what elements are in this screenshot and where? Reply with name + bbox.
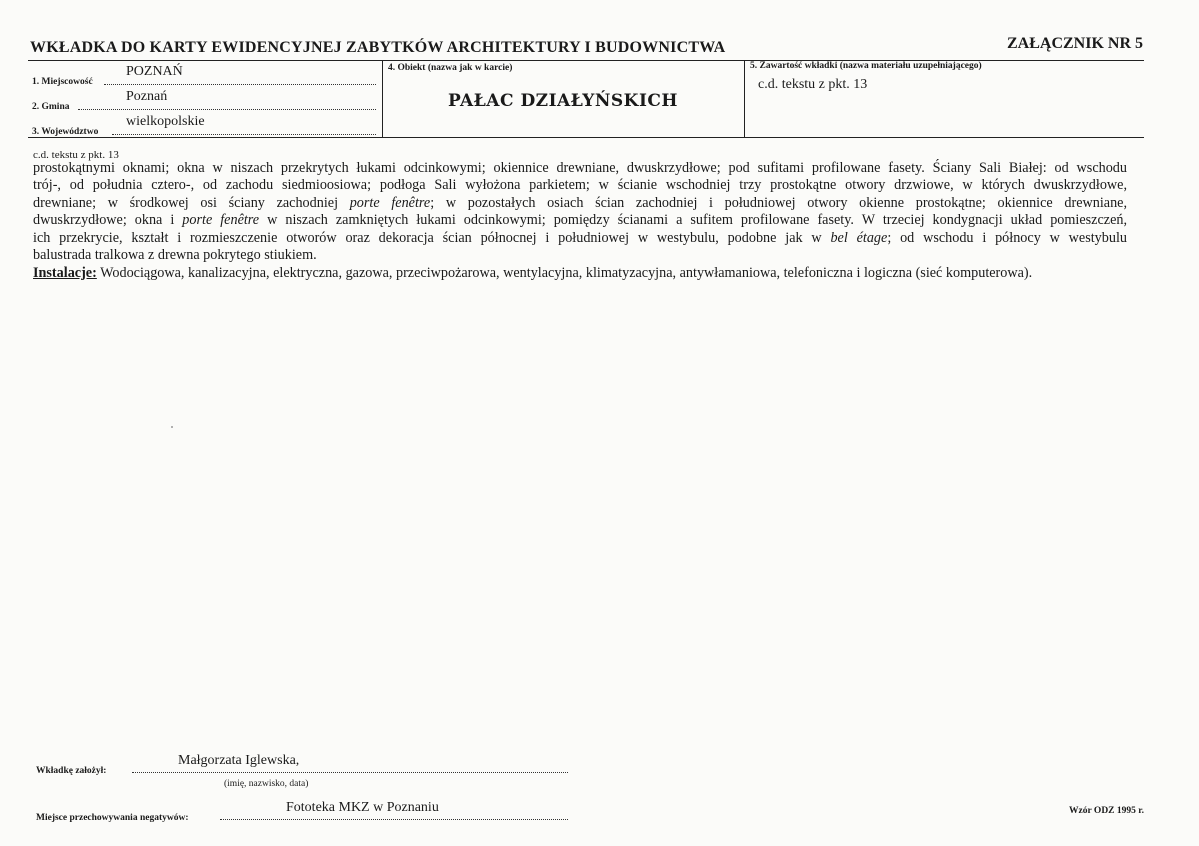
- voivodeship-value: wielkopolskie: [126, 114, 205, 129]
- text-segment: dwuskrzydłowe; okna i: [33, 212, 175, 229]
- scan-speck: [171, 426, 173, 428]
- text-segment: ; w pozostałych osiach ścian zachodniej i południowej otwory okienne prostokątne; okiennice drewniane,: [430, 194, 1128, 211]
- text-segment: ich przekrycie, kształt i rozmieszczenie otworów oraz dekoracja ścian północnej i południowej w westybulu, podobne jak w: [33, 229, 822, 246]
- storage-field: [36, 800, 568, 823]
- dotted-line: [104, 84, 376, 85]
- column-divider: [744, 61, 745, 137]
- dotted-line: [112, 134, 376, 135]
- author-caption: (imię, nazwisko, data): [224, 779, 309, 789]
- form-title: WKŁADKA DO KARTY EWIDENCYJNEJ ZABYTKÓW ARCHITEKTURY I BUDOWNICTWA: [30, 39, 726, 56]
- insert-contents-value: c.d. tekstu z pkt. 13: [758, 77, 868, 92]
- form-model-number: Wzór ODZ 1995 r.: [1069, 806, 1144, 816]
- installations-line: [33, 265, 1143, 282]
- text-line: prostokątnymi oknami; okna w niszach przekrytych łukami odcinkowymi; okiennice drewniane, dwuskrzydłowe; pod sufitami profilowane fasety. Ściany Sali Białej: od wschodu: [33, 160, 1127, 176]
- voivodeship-field: [32, 113, 376, 137]
- text-line: [33, 230, 1127, 247]
- italic-term: porte fenêtre: [349, 194, 431, 211]
- text-segment: drewniane; w środkowej osi ściany zachodniej: [33, 194, 339, 211]
- object-label: 4. Obiekt (nazwa jak w karcie): [388, 63, 513, 73]
- text-line: [33, 195, 1127, 212]
- locality-label: 1. Miejscowość: [32, 77, 93, 87]
- voivodeship-label: 3. Województwo: [32, 127, 99, 137]
- author-label: Wkładkę założył:: [36, 766, 107, 776]
- form-header-box: [28, 60, 1144, 138]
- storage-label: Miejsce przechowywania negatywów:: [36, 813, 189, 823]
- text-line: balustrada tralkowa z drewna pokrytego stiukiem.: [33, 247, 317, 264]
- locality-field: [32, 63, 376, 87]
- object-value: PAŁAC DZIAŁYŃSKICH: [448, 91, 678, 111]
- text-segment: ; od wschodu i północy w westybulu: [887, 229, 1127, 246]
- text-segment: w niszach zamkniętych łukami odcinkowymi; pomiędzy ścianami a sufitem profilowane fasety. W trzeciej kondygnacji układ pomieszczeń,: [267, 212, 1128, 229]
- installations-label: Instalacje:: [33, 265, 97, 281]
- dotted-line: [220, 819, 568, 820]
- italic-term: bel étage: [830, 229, 888, 246]
- installations-text: Wodociągowa, kanalizacyjna, elektryczna, gazowa, przeciwpożarowa, wentylacyjna, klimatyzacyjna, antywłamaniowa, telefoniczna i logiczna (sieć komputerowa).: [96, 265, 1033, 281]
- locality-value: POZNAŃ: [126, 64, 183, 79]
- dotted-line: [78, 109, 376, 110]
- text-line: [33, 212, 1127, 229]
- commune-value: Poznań: [126, 89, 168, 104]
- text-line: trój-, od południa cztero-, od zachodu siedmioosiowa; podłoga Sali wyłożona parkietem; w ścianie wschodniej trzy prostokątne otwory drzwiowe, w których dwuskrzydłowe,: [33, 177, 1127, 194]
- commune-field: [32, 88, 376, 112]
- continuation-reference: c.d. tekstu z pkt. 13: [33, 149, 119, 161]
- author-field: [36, 753, 568, 776]
- author-value: Małgorzata Iglewska,: [178, 753, 300, 768]
- insert-contents-label: 5. Zawartość wkładki (nazwa materiału uzupełniającego): [750, 61, 982, 71]
- commune-label: 2. Gmina: [32, 102, 70, 112]
- dotted-line: [132, 772, 568, 773]
- description-text: [33, 160, 1127, 264]
- italic-term: porte fenêtre: [182, 212, 260, 229]
- storage-value: Fototeka MKZ w Poznaniu: [286, 800, 439, 815]
- annex-number: ZAŁĄCZNIK NR 5: [1006, 35, 1143, 52]
